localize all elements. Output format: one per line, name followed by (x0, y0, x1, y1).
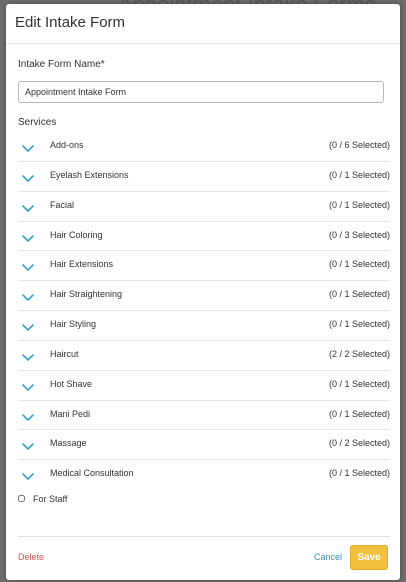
chevron-down-icon[interactable] (21, 439, 35, 449)
service-selected-count: (0 / 1 Selected) (328, 468, 390, 479)
service-selected-count: (0 / 1 Selected) (328, 259, 390, 270)
delete-link[interactable]: Delete (18, 552, 45, 562)
service-selected-count: (0 / 1 Selected) (328, 378, 390, 389)
chevron-down-icon[interactable] (21, 350, 35, 360)
service-name: Eyelash Extensions (50, 169, 129, 180)
service-selected-count: (0 / 1 Selected) (328, 169, 390, 180)
services-label: Services (18, 117, 57, 128)
service-list (18, 132, 390, 490)
chevron-down-icon[interactable] (21, 201, 35, 211)
service-row[interactable] (18, 311, 390, 341)
service-selected-count: (0 / 1 Selected) (328, 289, 390, 300)
service-name: Hot Shave (50, 378, 93, 389)
service-row[interactable] (18, 430, 390, 460)
chevron-down-icon[interactable] (21, 469, 35, 479)
chevron-down-icon[interactable] (21, 260, 35, 270)
service-row[interactable] (18, 222, 390, 252)
intake-form-name-label: Intake Form Name* (18, 59, 105, 70)
for-staff-label: For Staff (33, 494, 68, 504)
service-row[interactable] (18, 132, 390, 162)
service-name: Facial (50, 199, 75, 210)
save-button[interactable]: Save (350, 545, 388, 570)
service-name: Hair Extensions (50, 259, 114, 270)
chevron-down-icon[interactable] (21, 231, 35, 241)
chevron-down-icon[interactable] (21, 290, 35, 300)
chevron-down-icon[interactable] (21, 410, 35, 420)
service-row[interactable] (18, 192, 390, 222)
service-selected-count: (0 / 2 Selected) (328, 438, 390, 449)
service-name: Haircut (50, 348, 79, 359)
modal-header (6, 4, 400, 44)
chevron-down-icon[interactable] (21, 320, 35, 330)
intake-form-name-input[interactable] (18, 81, 384, 103)
chevron-down-icon[interactable] (21, 380, 35, 390)
chevron-down-icon[interactable] (21, 141, 35, 151)
service-selected-count: (0 / 1 Selected) (328, 199, 390, 210)
for-staff-checkbox[interactable] (18, 495, 25, 502)
service-row[interactable] (18, 341, 390, 371)
service-selected-count: (0 / 6 Selected) (328, 140, 390, 150)
service-row[interactable] (18, 401, 390, 431)
edit-intake-form-modal (6, 4, 400, 580)
service-row[interactable] (18, 460, 390, 490)
service-row[interactable] (18, 281, 390, 311)
chevron-down-icon[interactable] (21, 171, 35, 181)
service-name: Hair Styling (50, 319, 97, 330)
service-name: Add-ons (50, 140, 84, 150)
modal-title: Edit Intake Form (15, 14, 126, 31)
service-row[interactable] (18, 371, 390, 401)
service-selected-count: (2 / 2 Selected) (328, 348, 390, 359)
service-row[interactable] (18, 162, 390, 192)
service-name: Massage (50, 438, 87, 449)
cancel-link[interactable]: Cancel (314, 552, 343, 562)
service-name: Hair Coloring (50, 229, 103, 240)
footer-divider (18, 536, 390, 537)
service-row[interactable] (18, 251, 390, 281)
service-selected-count: (0 / 1 Selected) (328, 319, 390, 330)
service-selected-count: (0 / 3 Selected) (328, 229, 390, 240)
service-selected-count: (0 / 1 Selected) (328, 408, 390, 419)
service-name: Mani Pedi (50, 408, 91, 419)
service-name: Hair Straightening (50, 289, 123, 300)
service-name: Medical Consultation (50, 468, 134, 479)
